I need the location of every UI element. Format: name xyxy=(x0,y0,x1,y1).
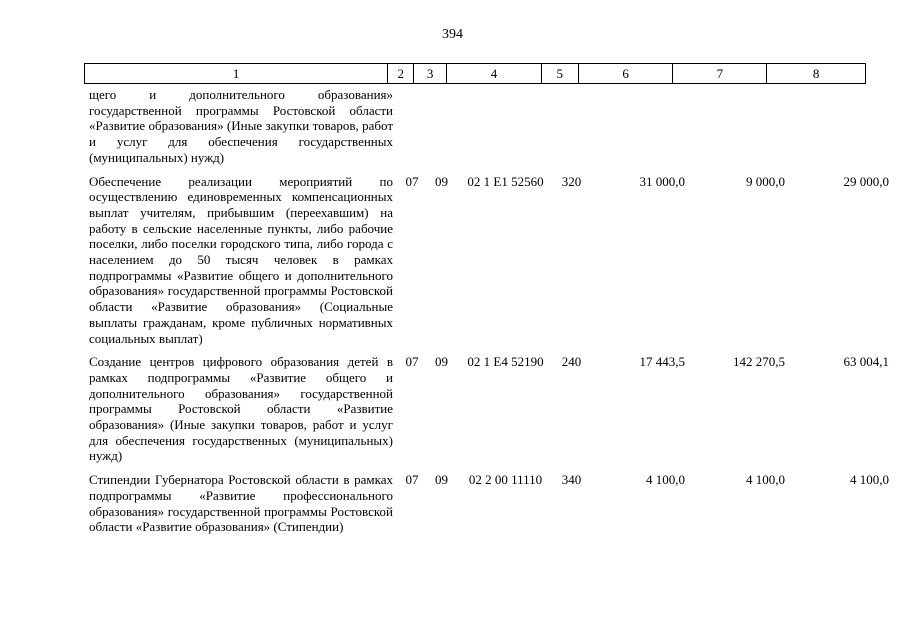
header-col-8: 8 xyxy=(812,65,820,81)
row-name: Создание центров цифрового образования детей в рамках подпрограммы «Развитие общего и дополнительного образования» государственной программы Ростовской области «Развитие образования» (Иные закупки товаров, работ и услуг для обеспечения государственных (муниципальных) нужд) xyxy=(89,354,393,464)
table-header xyxy=(84,63,866,84)
row-subsection: 09 xyxy=(435,354,448,370)
row-name: щего и дополнительного образования» государственной программы Ростовской области «Развитие образования» (Иные закупки товаров, работ и услуг для обеспечения государственных (муниципальных) нужд) xyxy=(89,87,393,165)
row-amount-3 xyxy=(791,87,895,166)
row-amount-1 xyxy=(590,87,691,166)
row-section: 07 xyxy=(405,472,419,488)
row-expense-type: 320 xyxy=(561,173,582,189)
row-subsection: 09 xyxy=(435,173,448,189)
header-col-1: 1 xyxy=(85,64,388,83)
row-target-code: 02 1 E1 52560 xyxy=(467,173,544,189)
row-amount-1: 31 000,0 xyxy=(639,173,685,189)
row-section xyxy=(399,87,425,166)
page-number: 394 xyxy=(442,27,463,42)
row-amount-3: 29 000,0 xyxy=(843,173,889,189)
row-subsection xyxy=(425,87,458,166)
row-target-code xyxy=(458,87,553,166)
table-row xyxy=(84,346,895,464)
header-col-7: 7 xyxy=(673,64,767,83)
table-row xyxy=(84,166,895,347)
row-amount-2: 142 270,5 xyxy=(733,354,785,370)
row-amount-1: 4 100,0 xyxy=(646,472,685,488)
row-name: Стипендии Губернатора Ростовской области в рамках подпрограммы «Развитие профессионального образования» государственной программы Ростовской области «Развитие образования» (Стипендии) xyxy=(89,472,393,535)
row-amount-1: 17 443,5 xyxy=(639,354,685,370)
row-amount-2: 4 100,0 xyxy=(746,472,785,488)
header-col-4: 4 xyxy=(447,64,542,83)
table-row xyxy=(84,87,895,166)
row-subsection: 09 xyxy=(435,472,448,488)
row-amount-2 xyxy=(691,87,791,166)
row-name: Обеспечение реализации мероприятий по осуществлению единовременных компенсационных выплат учителям, прибывшим (переехавшим) на работу в сельские населенные пункты, либо рабочие поселки, либо поселки городского типа, либо города с населением до 50 тысяч человек в рамках подпрограммы «Развитие общего и дополнительного образования» государственной программы Ростовской области «Развитие образования» (Социальные выплаты гражданам, кроме публичных нормативных социальных выплат) xyxy=(89,173,393,346)
row-target-code: 02 2 00 11110 xyxy=(468,472,543,488)
header-col-5: 5 xyxy=(542,64,579,83)
row-amount-3: 63 004,1 xyxy=(843,354,889,370)
row-expense-type xyxy=(553,87,590,166)
row-target-code: 02 1 E4 52190 xyxy=(467,354,544,370)
row-amount-2: 9 000,0 xyxy=(746,173,785,189)
budget-table xyxy=(84,87,895,535)
header-col-6: 6 xyxy=(579,64,674,83)
header-col-3: 3 xyxy=(414,64,447,83)
header-col-2: 2 xyxy=(388,64,414,83)
row-expense-type: 240 xyxy=(561,354,582,370)
table-row xyxy=(84,464,895,535)
row-amount-3: 4 100,0 xyxy=(850,472,889,488)
row-section: 07 xyxy=(405,173,419,189)
row-section: 07 xyxy=(405,354,419,370)
row-expense-type: 340 xyxy=(561,472,582,488)
